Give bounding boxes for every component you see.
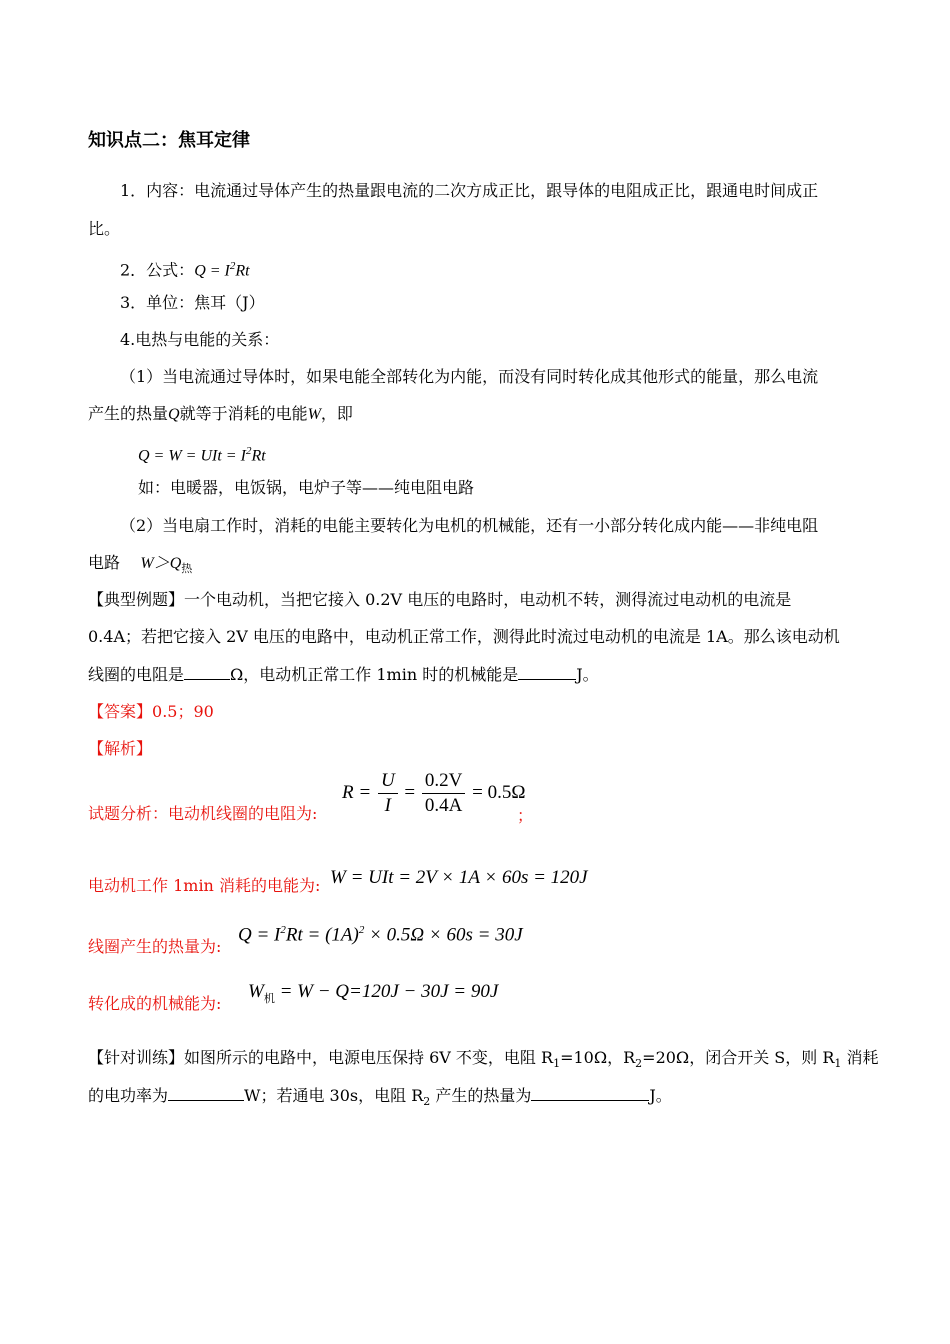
analysis-resistance-label: 试题分析：电动机线圈的电阻为:	[88, 804, 318, 823]
sub1-text-a: 产生的热量	[88, 404, 169, 423]
practice-tag: 【针对训练】	[88, 1048, 185, 1067]
item-formula-tail: Rt	[235, 262, 250, 280]
sub1-example: 如：电暖器，电饭锅，电炉子等——纯电阻电路	[138, 478, 475, 497]
item-unit: 3．单位：焦耳（J）	[120, 293, 265, 312]
item-formula	[120, 256, 250, 281]
sub1-line2	[88, 404, 353, 425]
analysis-mechanical-label: 转化成的机械能为:	[88, 994, 222, 1013]
example-line3	[88, 664, 599, 685]
example-text-3a: 线圈的电阻是	[88, 665, 185, 684]
eq-r-lhs: R =	[342, 781, 372, 803]
sub1-formula-main: Q = W = UIt = I	[138, 447, 246, 465]
sub1-formula-sup: 2	[245, 445, 252, 457]
answer-blank-energy[interactable]	[518, 664, 576, 680]
practice-line2: 的电功率为 W；若通电 30s，电阻 $R_2$ 产生的热量为 J。	[88, 1086, 672, 1109]
analysis-tag: 【解析】	[88, 739, 153, 758]
practice-line1: 【针对训练】如图所示的电路中，电源电压保持 6V 不变，电阻 $R_1=10\Omega$，$R_2=20\Omega$，闭合开关 S，则 $R_1$ 消耗	[88, 1048, 879, 1071]
sub2-formula: W＞Q	[140, 555, 182, 572]
example-text-3c: J。	[576, 665, 599, 684]
sub1-text-c: ，即	[320, 404, 353, 423]
sub1-formula-tail: Rt	[251, 447, 266, 465]
sub1-line1: （1）当电流通过导体时，如果电能全部转化为内能，而没有同时转化成其他形式的能量，那么电流	[120, 367, 819, 386]
sub1-text-b: 就等于消耗的电能	[179, 404, 308, 423]
eq-r-fraction-2: $\frac{0.2V}{0.4A}$	[422, 769, 465, 818]
example-line2: 0.4A；若把它接入 2V 电压的电路中，电动机正常工作，测得此时流过电动机的电流是 1A。那么该电动机	[88, 627, 840, 646]
item-formula-sup: 2	[229, 260, 236, 272]
sub1-var-w: W	[307, 406, 321, 423]
answer-blank-power[interactable]	[168, 1085, 244, 1101]
sub2-line2	[88, 553, 192, 579]
item-content-line1: 1．内容：电流通过导体产生的热量跟电流的二次方成正比，跟导体的电阻成正比，跟通电时间成正	[120, 181, 819, 200]
analysis-heat-equation: $Q = I^2Rt = (1A)^2 \times 0.5\Omega \times 60s = 30J$	[238, 924, 523, 946]
example-tag: 【典型例题】	[88, 590, 185, 609]
section-title: 知识点二：焦耳定律	[88, 130, 250, 151]
answer-blank-heat[interactable]	[531, 1085, 649, 1101]
item-relation: 4.电热与电能的关系：	[120, 330, 280, 349]
sub2-formula-sub: 热	[181, 562, 193, 576]
analysis-resistance-equation	[342, 769, 525, 818]
analysis-energy-equation: W = UIt = 2V × 1A × 60s = 120J	[330, 867, 588, 888]
eq-r-rhs: = 0.5Ω	[472, 781, 526, 803]
item-formula-label: 2．公式：	[120, 260, 195, 280]
sub2-text: 电路	[88, 553, 121, 572]
sub2-line1: （2）当电扇工作时，消耗的电能主要转化为电机的机械能，还有一小部分转化成内能——非纯电阻	[120, 516, 819, 535]
analysis-resistance-end: ；	[517, 806, 534, 825]
answer-blank-resistance[interactable]	[184, 664, 230, 680]
item-formula-expr: Q = I	[194, 262, 230, 280]
example-text-1: 一个电动机，当把它接入 0.2V 电压的电路时，电动机不转，测得流过电动机的电流是	[184, 590, 792, 609]
answer-line	[88, 702, 214, 722]
analysis-energy-label: 电动机工作 1min 消耗的电能为:	[88, 876, 321, 895]
sub1-formula	[138, 441, 266, 466]
eq-r-fraction-1: $\frac{U}{I}$	[378, 769, 398, 818]
analysis-heat-label: 线圈产生的热量为:	[88, 937, 222, 956]
sub1-var-q: Q	[168, 406, 180, 423]
eq-r-equals: =	[404, 781, 416, 803]
analysis-mechanical-equation: $W_机 = W - Q=120J - 30J = 90J$	[248, 981, 499, 1005]
item-content-line2: 比。	[88, 219, 121, 238]
example-line1	[88, 590, 791, 610]
example-text-3b: Ω，电动机正常工作 1min 时的机械能是	[230, 665, 519, 684]
answer-tag: 【答案】	[88, 702, 153, 721]
answer-value: 0.5；90	[152, 702, 214, 721]
